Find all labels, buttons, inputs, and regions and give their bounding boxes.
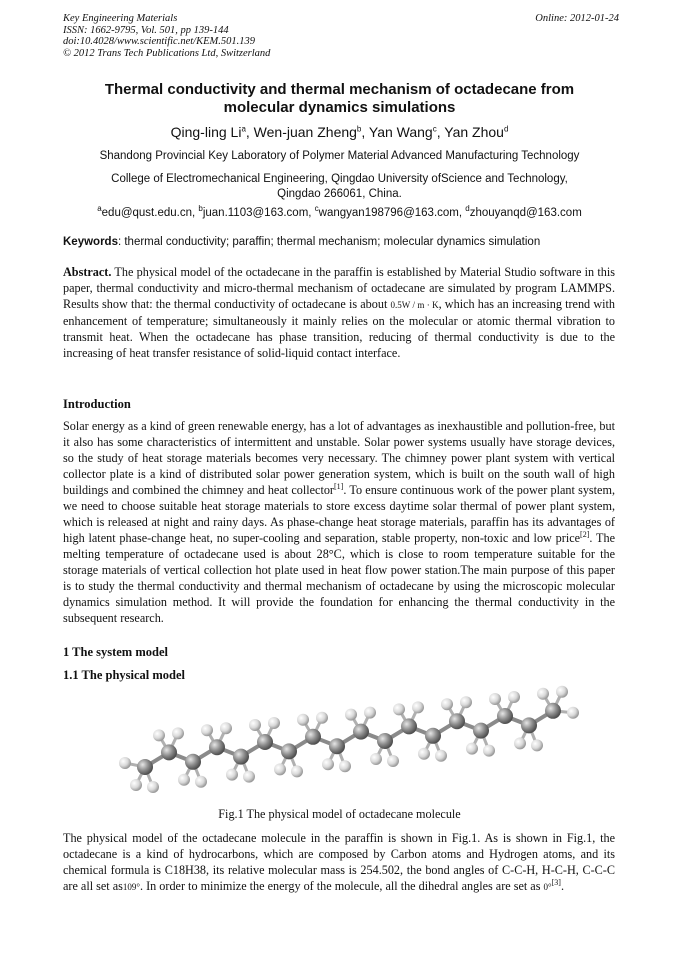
hydrogen-atom — [393, 703, 405, 715]
carbon-atom — [281, 743, 297, 759]
author: Qing-ling Li$^a$, — [170, 124, 254, 140]
affiliation-city: Qingdao 266061, China. — [277, 188, 402, 200]
intro-text-3: . The melting temperature of octadecane used is about 28°C, which is close to room temperature suitable for the storage materials of vertical collection hot plate used in heat flow power station.The main purpose of this paper is to study the thermal conductivity and thermal mechanism of octadecane by using the microscopic molecular dynamics simulation method. It will provide the foundation for enhancing the thermal conductivity in the subsequent research. — [63, 531, 615, 625]
body-text-1: The physical model of the octadecane molecule in the paraffin is shown in Fig.1. As is shown in Fig.1, the octadecane is a kind of hydrocarbons, which are composed by Carbon atoms and Hydrogen atoms, and its chemical formula is C18H38, its relative molecular mass is 254.502, the bond angles of C-C-H, H-C-H, C-C-C are all set as — [63, 831, 615, 893]
keywords-label: Keywords — [63, 236, 118, 248]
abstract-label: Abstract. — [63, 265, 112, 279]
carbon-atom — [401, 718, 417, 734]
doi: doi:10.4028/www.scientific.net/KEM.501.139 — [63, 36, 255, 47]
hydrogen-atom — [249, 719, 261, 731]
hydrogen-atom — [483, 745, 495, 757]
hydrogen-atom — [220, 722, 232, 734]
email[interactable]: $^a$edu@qust.edu.cn, — [97, 204, 199, 219]
intro-text-1: Solar energy as a kind of green renewable energy, has a lot of advantages as inexhaustible and pollution-free, but it also has some characteristics of intermittent and unstable. Solar power systems usually have storage devices, so the study of heat storage materials becomes very necessary. The chimney power plant system with vertical collector plate is a kind of distributed solar power generation system, which is built on the south wall of high buildings and combined the chimney and heat collector — [63, 419, 615, 497]
hydrogen-atom — [297, 714, 309, 726]
hydrogen-atom — [316, 712, 328, 724]
title-line-2: molecular dynamics simulations — [223, 99, 456, 116]
hydrogen-atom — [537, 688, 549, 700]
carbon-atom — [305, 729, 321, 745]
journal-name: Key Engineering Materials — [63, 13, 178, 24]
hydrogen-atom — [195, 776, 207, 788]
online-date: Online: 2012-01-24 — [535, 13, 619, 24]
section-1-1-heading: 1.1 The physical model — [63, 668, 186, 682]
intro-text-2: . To ensure continuous work of the power plant system, we need to choose suitable heat storage materials to store excess daytime solar thermal of power plant system, which is released at night and rainy days. As phase-change heat storage materials, paraffin has its advantages of high latent phase-change heat, no super-cooling and separation, stable property, non-toxic and low price — [63, 483, 615, 545]
carbon-atom — [353, 724, 369, 740]
carbon-atom — [209, 739, 225, 755]
hydrogen-atom — [130, 779, 142, 791]
abstract — [63, 264, 615, 361]
hydrogen-atom — [412, 701, 424, 713]
citation-2[interactable]: [2] — [580, 529, 590, 539]
octadecane-molecule-figure — [110, 685, 588, 800]
email-list — [63, 205, 616, 221]
carbon-atom — [137, 759, 153, 775]
carbon-atom — [521, 717, 537, 733]
keywords — [63, 234, 619, 250]
hydrogen-atom — [567, 707, 579, 719]
hydrogen-atom — [268, 717, 280, 729]
carbon-atom — [545, 703, 561, 719]
abstract-text-1: The physical model of the octadecane in the paraffin is established by Material Studio software in this paper, thermal conductivity and micro-thermal mechanism of octadecane are simulated by program LAMMPS. Results show that: the thermal conductivity of octadecane is about — [63, 265, 615, 311]
author: Yan Wang$^c$, — [368, 124, 445, 140]
hydrogen-atom — [291, 765, 303, 777]
carbon-atom — [425, 728, 441, 744]
hydrogen-atom — [243, 771, 255, 783]
hydrogen-atom — [489, 693, 501, 705]
hydrogen-atom — [370, 753, 382, 765]
figure-caption: Fig.1 The physical model of octadecane molecule — [218, 807, 461, 821]
copyright: © 2012 Trans Tech Publications Ltd, Switzerland — [63, 47, 271, 59]
hydrogen-atom — [466, 743, 478, 755]
running-header — [63, 13, 619, 59]
author: Wen-juan Zheng$^b$, — [253, 124, 369, 140]
email[interactable]: $^b$juan.1103@163.com, — [198, 204, 315, 219]
hydrogen-atom — [460, 696, 472, 708]
author-list — [63, 123, 616, 141]
abstract-text-2: , which has an increasing trend with enhancement of temperature; simultaneously it mainly relies on the molecular or atomic thermal vibration to transmit heat. When the octadecane has phase transition, reducing of thermal conductivity is due to the increasing of heat transfer resistance of solid-liquid contact interface. — [63, 297, 615, 360]
hydrogen-atom — [339, 760, 351, 772]
title-line-1: Thermal conductivity and thermal mechanism of octadecane from — [104, 81, 575, 98]
hydrogen-atom — [345, 709, 357, 721]
hydrogen-atom — [418, 748, 430, 760]
conductivity-formula: 0.5W / m · K — [390, 300, 439, 310]
hydrogen-atom — [147, 781, 159, 793]
hydrogen-atom — [364, 707, 376, 719]
keywords-text: : thermal conductivity; paraffin; thermal mechanism; molecular dynamics simulation — [117, 236, 541, 248]
hydrogen-atom — [274, 763, 286, 775]
email[interactable]: $^d$zhouyanqd@163.com — [465, 204, 582, 219]
carbon-atom — [377, 733, 393, 749]
author: Yan Zhou$^d$ — [444, 124, 509, 140]
affiliation-college: College of Electromechanical Engineering, Qingdao University ofScience and Technology, — [111, 173, 568, 185]
physical-model-body — [63, 830, 615, 895]
issn: ISSN: 1662-9795, Vol. 501, pp 139-144 — [63, 24, 229, 36]
carbon-atom — [233, 749, 249, 765]
hydrogen-atom — [435, 750, 447, 762]
hydrogen-atom — [178, 774, 190, 786]
email[interactable]: $^c$wangyan198796@163.com, — [314, 204, 466, 219]
section-1-heading: 1 The system model — [63, 645, 168, 659]
paper-title — [63, 81, 616, 117]
carbon-atom — [185, 754, 201, 770]
body-text-2: . In order to minimize the energy of the molecule, all the dihedral angles are set as — [140, 879, 544, 893]
citation-3[interactable]: [3] — [551, 877, 561, 887]
carbon-atom — [473, 723, 489, 739]
hydrogen-atom — [172, 727, 184, 739]
carbon-atom — [161, 744, 177, 760]
dihedral-angle-formula: 0° — [543, 882, 552, 892]
citation-1[interactable]: [1] — [334, 481, 344, 491]
introduction-body — [63, 418, 615, 626]
body-text-3: . — [560, 879, 564, 893]
affiliation-lab: Shandong Provincial Key Laboratory of Polymer Material Advanced Manufacturing Technology — [99, 150, 580, 162]
hydrogen-atom — [508, 691, 520, 703]
hydrogen-atom — [387, 755, 399, 767]
introduction-heading: Introduction — [63, 397, 131, 411]
carbon-atom — [449, 713, 465, 729]
hydrogen-atom — [556, 686, 568, 698]
hydrogen-atom — [441, 698, 453, 710]
hydrogen-atom — [153, 729, 165, 741]
hydrogen-atom — [322, 758, 334, 770]
bond-angle-formula: 109° — [122, 882, 140, 892]
carbon-atom — [257, 734, 273, 750]
hydrogen-atom — [119, 757, 131, 769]
hydrogen-atom — [514, 737, 526, 749]
carbon-atom — [329, 738, 345, 754]
hydrogen-atom — [226, 769, 238, 781]
hydrogen-atom — [531, 739, 543, 751]
carbon-atom — [497, 708, 513, 724]
hydrogen-atom — [201, 724, 213, 736]
